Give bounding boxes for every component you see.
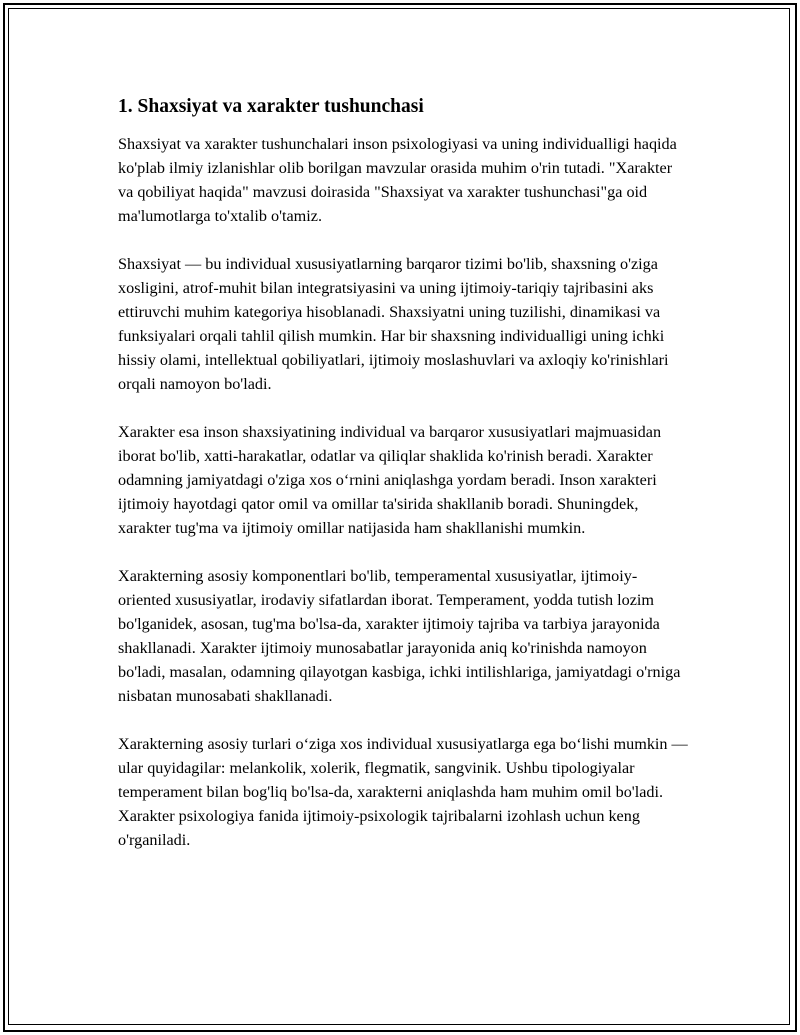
document-title: 1. Shaxsiyat va xarakter tushunchasi [118, 96, 424, 117]
paragraph-types: Xarakterning asosiy turlari o‘ziga xos individual xususiyatlarga ega bo‘lishi mumkin — ular quyidagilar: melankolik, xolerik, flegmatik, sangvinik. Ushbu tipologiyalar temperament bilan bog'liq bo'lsa-da, xarakterni aniqlashda ham muhim omil bo'ladi. Xarakter psixologiya fanida ijtimoiy-psixologik tajribalarni izohlash uchun keng o'rganiladi. [118, 735, 688, 849]
paragraph-character: Xarakter esa inson shaxsiyatining individual va barqaror xususiyatlari majmuasidan iborat bo'lib, xatti-harakatlar, odatlar va qiliqlar shaklida ko'rinish beradi. Xarakter odamning jamiyatdagi o'ziga xos o‘rnini aniqlashga yordam beradi. Inson xarakteri ijtimoiy hayotdagi qator omil va omillar ta'sirida shakllanib boradi. Shuningdek, xarakter tug'ma va ijtimoiy omillar natijasida ham shakllanishi mumkin. [118, 423, 662, 537]
paragraph-personality: Shaxsiyat — bu individual xususiyatlarning barqaror tizimi bo'lib, shaxsning o'ziga xosligini, atrof-muhit bilan integratsiyasini va uning ijtimoiy-tariqiy tajribasini aks ettiruvchi muhim kategoriya hisoblanadi. Shaxsiyatni uning tuzilishi, dinamikasi va funksiyalari orqali tahlil qilish mumkin. Har bir shaxsning individualligi uning ichki hissiy olami, intellektual qobiliyatlari, ijtimoiy moslashuvlari va axloqiy ko'rinishlari orqali namoyon bo'ladi. [118, 255, 669, 393]
document-body [118, 94, 688, 876]
paragraph-intro: Shaxsiyat va xarakter tushunchalari inson psixologiyasi va uning individualligi haqida ko'plab ilmiy izlanishlar olib borilgan mavzular orasida muhim o'rin tutadi. "Xarakter va qobiliyat haqida" mavzusi doirasida "Shaxsiyat va xarakter tushunchasi"ga oid ma'lumotlarga to'xtalib o'tamiz. [118, 135, 677, 225]
paragraph-components: Xarakterning asosiy komponentlari bo'lib, temperamental xususiyatlar, ijtimoiy-oriented xususiyatlar, irodaviy sifatlardan iborat. Temperament, yodda tutish lozim bo'lganidek, asosan, tug'ma bo'lsa-da, xarakter ijtimoiy tajriba va tarbiya jarayonida shakllanadi. Xarakter ijtimoiy munosabatlar jarayonida aniq ko'rinishda namoyon bo'ladi, masalan, odamning qilayotgan kasbiga, ichki intilishlariga, jamiyatdagi o'rniga nisbatan munosabati shakllanadi. [118, 567, 681, 705]
